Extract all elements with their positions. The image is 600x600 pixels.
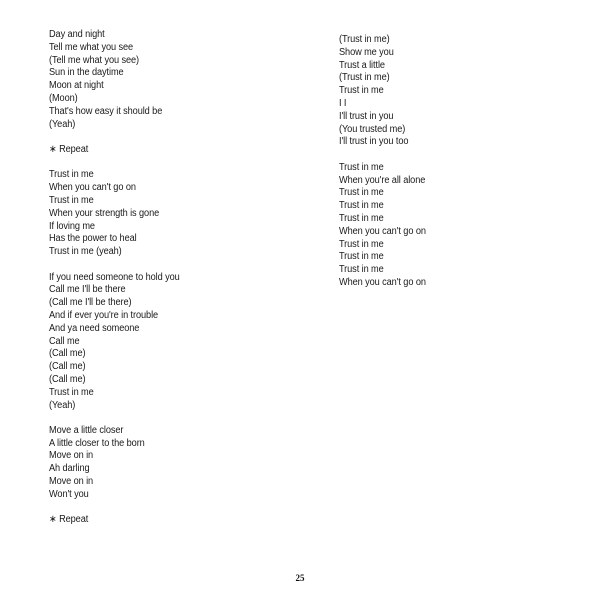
lyric-line: Ah darling <box>49 463 90 475</box>
right-lyrics-column <box>339 34 523 302</box>
lyric-line: Trust in me <box>339 200 384 212</box>
lyric-line: If you need someone to hold you <box>49 271 180 283</box>
lyric-line: Moon at night <box>49 80 104 92</box>
lyric-line: Trust in me <box>339 187 384 199</box>
lyric-line: Move on in <box>49 450 94 462</box>
lyric-line: ∗ Repeat <box>49 514 89 526</box>
lyric-line: Trust in me <box>49 386 94 398</box>
lyric-line: Call me I'll be there <box>49 284 126 296</box>
lyric-stanza <box>49 272 233 413</box>
lyric-line: (Call me) <box>49 361 86 373</box>
lyric-line: Call me <box>49 335 80 347</box>
lyric-line: Trust a little <box>339 59 385 71</box>
lyric-line: I'll trust in you <box>339 110 394 122</box>
lyric-line: And ya need someone <box>49 322 140 334</box>
lyric-line: Trust in me <box>339 161 384 173</box>
lyric-line: (Call me I'll be there) <box>49 297 132 309</box>
lyric-line: I I <box>339 97 347 109</box>
lyric-line: When your strength is gone <box>49 207 160 219</box>
lyric-line: ∗ Repeat <box>49 143 89 155</box>
lyric-line: A little closer to the born <box>49 437 145 449</box>
lyric-line: Trust in me <box>339 264 384 276</box>
lyric-line: (Call me) <box>49 373 86 385</box>
lyric-line: (Tell me what you see) <box>49 54 140 66</box>
lyric-line: When you can't go on <box>49 182 136 194</box>
lyric-line: Trust in me (yeah) <box>49 246 122 258</box>
page-number: 25 <box>295 573 305 583</box>
lyric-stanza <box>339 34 523 149</box>
lyric-stanza <box>339 162 523 290</box>
lyric-line: (Yeah) <box>49 118 76 130</box>
lyric-line: And if ever you're in trouble <box>49 309 159 321</box>
lyric-line: That's how easy it should be <box>49 105 163 117</box>
lyric-stanza <box>49 514 233 527</box>
lyric-line: (Moon) <box>49 92 78 104</box>
lyric-line: Trust in me <box>49 169 94 181</box>
lyric-line: Move a little closer <box>49 424 124 436</box>
lyric-line: Trust in me <box>339 85 384 97</box>
lyric-line: Trust in me <box>49 194 94 206</box>
lyric-line: Trust in me <box>339 238 384 250</box>
lyric-line: If loving me <box>49 220 95 232</box>
lyric-line: Move on in <box>49 476 94 488</box>
lyric-stanza <box>49 169 233 259</box>
lyric-line: Show me you <box>339 46 394 58</box>
lyric-line: When you're all alone <box>339 174 426 186</box>
lyric-line: Won't you <box>49 488 89 500</box>
lyric-line: (Trust in me) <box>339 72 390 84</box>
lyric-line: Trust in me <box>339 251 384 263</box>
left-lyrics-column <box>49 29 233 540</box>
lyric-line: Trust in me <box>339 212 384 224</box>
lyric-line: When you can't go on <box>339 276 426 288</box>
lyric-line: (Yeah) <box>49 399 76 411</box>
lyric-line: Day and night <box>49 29 105 40</box>
lyric-line: (Call me) <box>49 348 86 360</box>
lyric-stanza <box>49 425 233 502</box>
lyric-line: (You trusted me) <box>339 123 406 135</box>
lyric-stanza <box>49 144 233 157</box>
lyric-line: Tell me what you see <box>49 41 134 53</box>
lyric-line: (Trust in me) <box>339 34 390 45</box>
lyric-line: When you can't go on <box>339 225 426 237</box>
lyric-stanza <box>49 29 233 131</box>
lyric-line: Sun in the daytime <box>49 67 124 79</box>
lyric-line: I'll trust in you too <box>339 136 409 148</box>
lyric-line: Has the power to heal <box>49 233 137 245</box>
